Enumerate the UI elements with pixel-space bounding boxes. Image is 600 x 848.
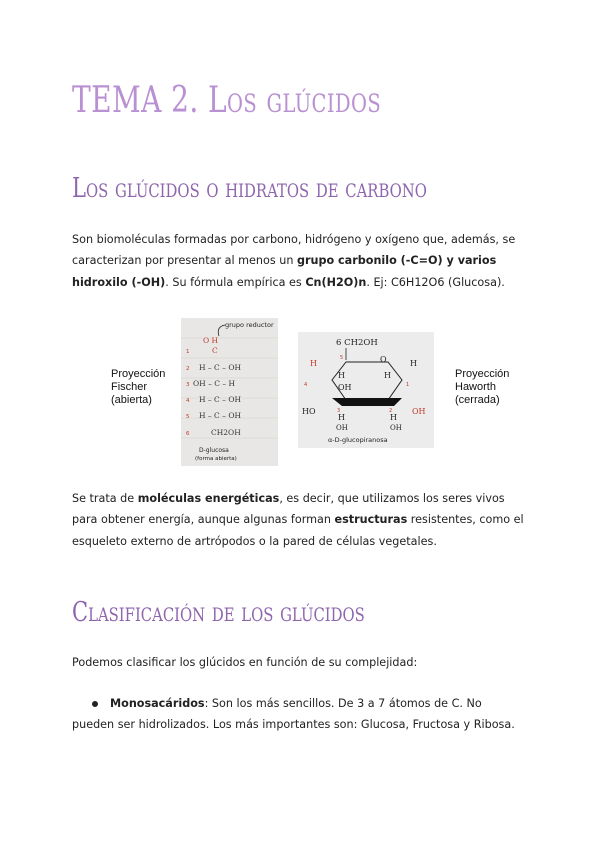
bold-energeticas: moléculas energéticas bbox=[137, 492, 280, 505]
fischer-row: CH2OH bbox=[211, 428, 241, 437]
text-run: . Ej: C6H12O6 (Glucosa). bbox=[366, 275, 505, 289]
fischer-row: C bbox=[212, 346, 218, 355]
label-fischer bbox=[111, 368, 165, 407]
fischer-caption: D-glucosa bbox=[199, 447, 229, 454]
bold-estructuras: estructuras bbox=[334, 513, 408, 527]
bold-carbonilo: grupo carbonilo (-C=O) y varios hidroxilo (-OH) bbox=[72, 254, 497, 289]
carbon-number: 3 bbox=[186, 382, 190, 388]
label-line: Fischer bbox=[111, 381, 148, 393]
haworth-label: H bbox=[338, 371, 345, 380]
haworth-label: H bbox=[410, 359, 417, 368]
haworth-projection-image bbox=[298, 332, 434, 448]
bullet-icon bbox=[92, 701, 98, 707]
paragraph-definition bbox=[72, 229, 527, 293]
haworth-label: H bbox=[338, 413, 345, 422]
label-line: (cerrada) bbox=[455, 394, 500, 406]
label-line: Proyección bbox=[111, 368, 166, 380]
fischer-row: H – C – OH bbox=[199, 363, 242, 372]
fischer-caption: (forma abierta) bbox=[195, 456, 237, 462]
haworth-number: 1 bbox=[406, 382, 410, 388]
haworth-label: OH bbox=[336, 424, 348, 432]
haworth-number: 2 bbox=[389, 408, 393, 414]
haworth-number: 3 bbox=[337, 408, 341, 414]
paragraph-classification-intro: Podemos clasificar los glúcidos en función de su complejidad: bbox=[72, 656, 418, 669]
bold-monosacaridos: Monosacáridos bbox=[110, 697, 205, 710]
fischer-row: H – C – OH bbox=[199, 395, 242, 404]
fischer-projection-image bbox=[181, 318, 278, 466]
haworth-number: 4 bbox=[304, 382, 308, 388]
label-haworth bbox=[455, 368, 509, 407]
label-line: Haworth bbox=[455, 381, 496, 393]
text-run: . Su fórmula empírica es bbox=[165, 275, 306, 289]
carbon-number: 1 bbox=[186, 349, 190, 355]
page-title: TEMA 2. Los glúcidos bbox=[72, 80, 382, 121]
haworth-ch2oh: 6 CH2OH bbox=[336, 338, 378, 348]
grupo-reductor-label: grupo reductor bbox=[225, 321, 274, 329]
haworth-label: H bbox=[310, 359, 317, 368]
text-run: resistentes, como el esqueleto externo de artrópodos o la pared de células vegetales. bbox=[72, 513, 524, 548]
fischer-row: O H bbox=[203, 336, 219, 345]
section-heading-hidratos: Los glúcidos o hidratos de carbono bbox=[72, 173, 427, 204]
section-heading-clasificacion: Clasificación de los glúcidos bbox=[72, 597, 365, 628]
haworth-caption: α-D-glucopiranosa bbox=[328, 436, 388, 444]
text-run: Son biomoléculas formadas por carbono, hidrógeno y oxígeno que, además, se caracterizan por presentar al menos un bbox=[72, 233, 516, 268]
label-line: Proyección bbox=[455, 368, 510, 380]
fischer-row: OH – C – H bbox=[193, 379, 236, 388]
bold-formula: Cn(H2O)n bbox=[305, 275, 367, 289]
haworth-label: OH bbox=[338, 383, 352, 392]
haworth-label: H bbox=[390, 413, 397, 422]
bullet-monosacaridos bbox=[72, 693, 527, 736]
text-run: : Son los más sencillos. De 3 a 7 átomos de C. No pueden ser hidrolizados. Los más importantes son: Glucosa, Fructosa y Ribosa. bbox=[72, 697, 515, 732]
carbon-number: 6 bbox=[186, 431, 190, 437]
haworth-ring-o: O bbox=[380, 355, 387, 364]
haworth-label: OH bbox=[412, 407, 426, 416]
haworth-label: HO bbox=[302, 407, 316, 416]
text-run: , es decir, que utilizamos los seres vivos para obtener energía, aunque algunas forman bbox=[72, 492, 505, 527]
haworth-number: 5 bbox=[340, 355, 344, 361]
text-run: Se trata de bbox=[72, 492, 138, 505]
paragraph-function bbox=[72, 488, 527, 552]
fischer-row: H – C – OH bbox=[199, 411, 242, 420]
haworth-label: OH bbox=[390, 424, 402, 432]
carbon-number: 2 bbox=[186, 366, 190, 372]
carbon-number: 5 bbox=[186, 414, 190, 420]
haworth-label: H bbox=[384, 371, 391, 380]
label-line: (abierta) bbox=[111, 394, 152, 406]
carbon-number: 4 bbox=[186, 398, 190, 404]
